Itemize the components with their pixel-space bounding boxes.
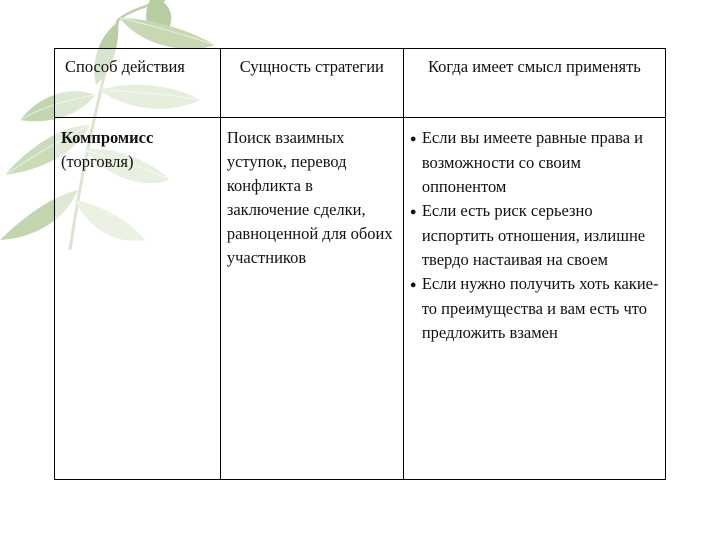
header-when [403,49,665,118]
cell-method [55,118,221,480]
method-note: (торговля) [61,152,134,171]
header-when-label: Когда имеет смысл применять [427,57,641,76]
bullet-icon: ● [409,279,417,291]
table-header-row [55,49,666,118]
header-method [55,49,221,118]
header-essence-label: Сущность стратегии [239,57,384,76]
strategy-table [54,48,666,480]
bullet-text: Если вы имеете равные права и возможности со своим оппонентом [421,128,643,196]
essence-text: Поиск взаимных уступок, перевод конфликта в заключение сделки, равноценной для обоих участников [226,128,393,267]
list-item [410,199,659,272]
header-essence [220,49,403,118]
cell-when [403,118,665,480]
bullet-icon: ● [409,206,417,218]
list-item [410,126,659,199]
table-row [55,118,666,480]
cell-essence [220,118,403,480]
bullet-text: Если есть риск серьезно испортить отношения, излишне твердо настаивая на своем [421,201,646,269]
header-method-label: Способ действия [65,57,185,76]
bullet-text: Если нужно получить хоть какие-то преимущества и вам есть что предложить взамен [421,274,659,342]
list-item [410,272,659,345]
bullet-icon: ● [409,133,417,145]
method-name: Компромисс [61,128,154,147]
